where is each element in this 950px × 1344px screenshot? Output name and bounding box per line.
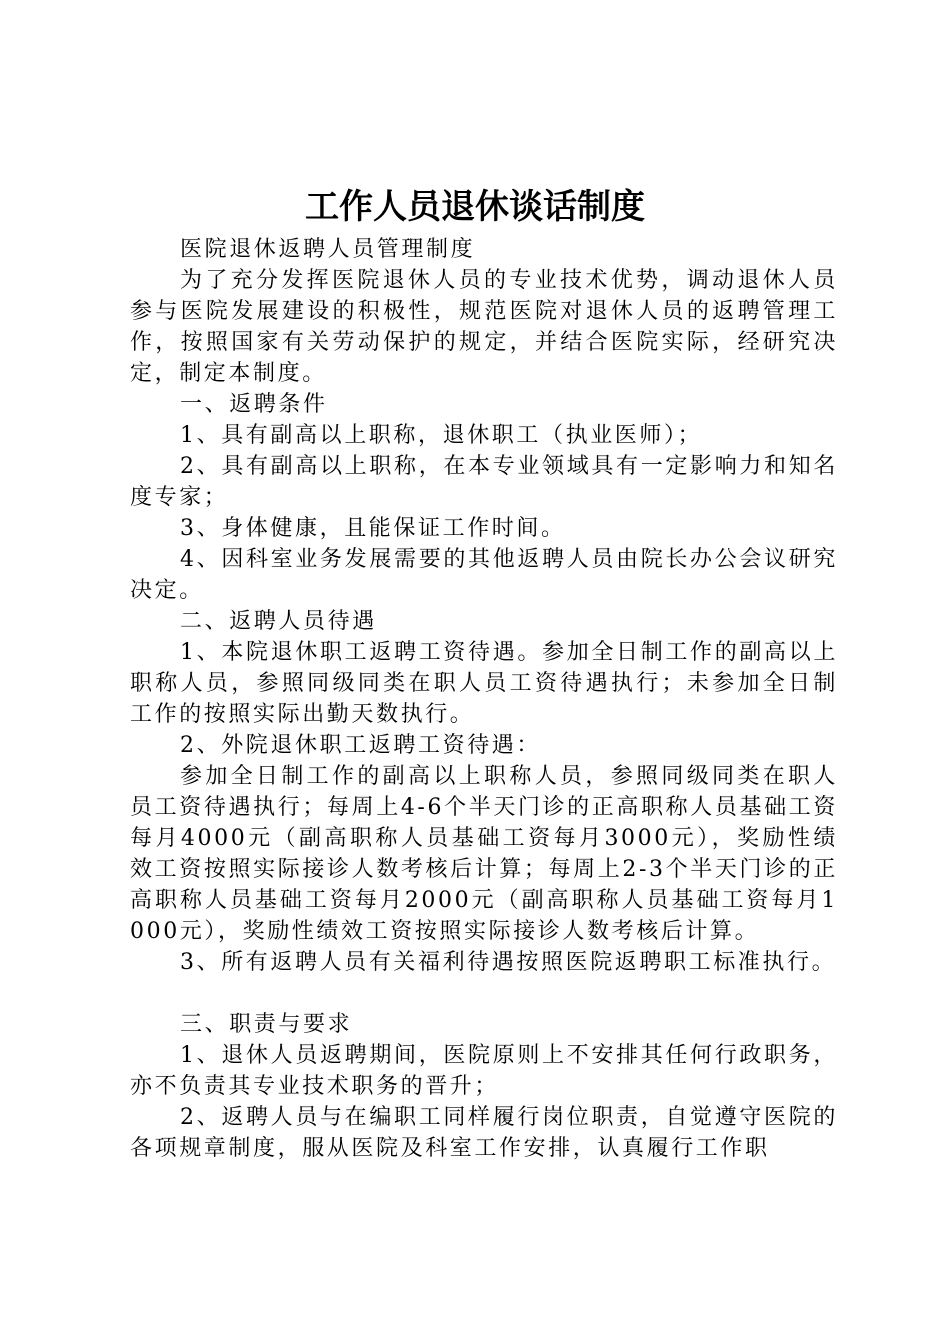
- condition-item-1: 1、具有副高以上职称，退休职工（执业医师）；: [180, 423, 703, 448]
- section-heading-treatment: 二、返聘人员待遇: [180, 609, 377, 634]
- treatment-item-2: 2、外院退休职工返聘工资待遇：: [180, 733, 541, 758]
- document-body: [130, 234, 838, 1164]
- treatment-item-2-detail: 参加全日制工作的副高以上职称人员，参照同级同类在职人员工资待遇执行；每周上4-6个半天门诊的正高职称人员基础工资每月4000元（副高职称人员基础工资每月3000元），奖励性绩效工资按照实际接诊人数考核后计算；每周上2-3个半天门诊的正高职称人员基础工资每月2000元（副高职称人员基础工资每月1000元），奖励性绩效工资按照实际接诊人数考核后计算。: [130, 764, 838, 944]
- duty-item-2: 2、返聘人员与在编职工同样履行岗位职责，自觉遵守医院的各项规章制度，服从医院及科室工作安排，认真履行工作职: [130, 1105, 838, 1161]
- condition-item-4: 4、因科室业务发展需要的其他返聘人员由院长办公会议研究决定。: [130, 547, 838, 603]
- blank-line: [130, 978, 838, 1009]
- document-title: 工作人员退休谈话制度: [305, 187, 645, 227]
- paragraph-subtitle: 医院退休返聘人员管理制度: [180, 237, 476, 262]
- section-heading-duties: 三、职责与要求: [180, 1012, 353, 1037]
- condition-item-2: 2、具有副高以上职称，在本专业领域具有一定影响力和知名度专家；: [130, 454, 838, 510]
- section-heading-conditions: 一、返聘条件: [180, 392, 328, 417]
- treatment-item-3: 3、所有返聘人员有关福利待遇按照医院返聘职工标准执行。: [180, 950, 837, 975]
- paragraph-intro: 为了充分发挥医院退休人员的专业技术优势，调动退休人员参与医院发展建设的积极性，规范医院对退休人员的返聘管理工作，按照国家有关劳动保护的规定，并结合医院实际，经研究决定，制定本制度。: [130, 268, 838, 386]
- treatment-item-1: 1、本院退休职工返聘工资待遇。参加全日制工作的副高以上职称人员，参照同级同类在职人员工资待遇执行；未参加全日制工作的按照实际出勤天数执行。: [130, 640, 838, 727]
- duty-item-1: 1、退休人员返聘期间，医院原则上不安排其任何行政职务，亦不负责其专业技术职务的晋升；: [130, 1043, 838, 1099]
- condition-item-3: 3、身体健康，且能保证工作时间。: [180, 516, 566, 541]
